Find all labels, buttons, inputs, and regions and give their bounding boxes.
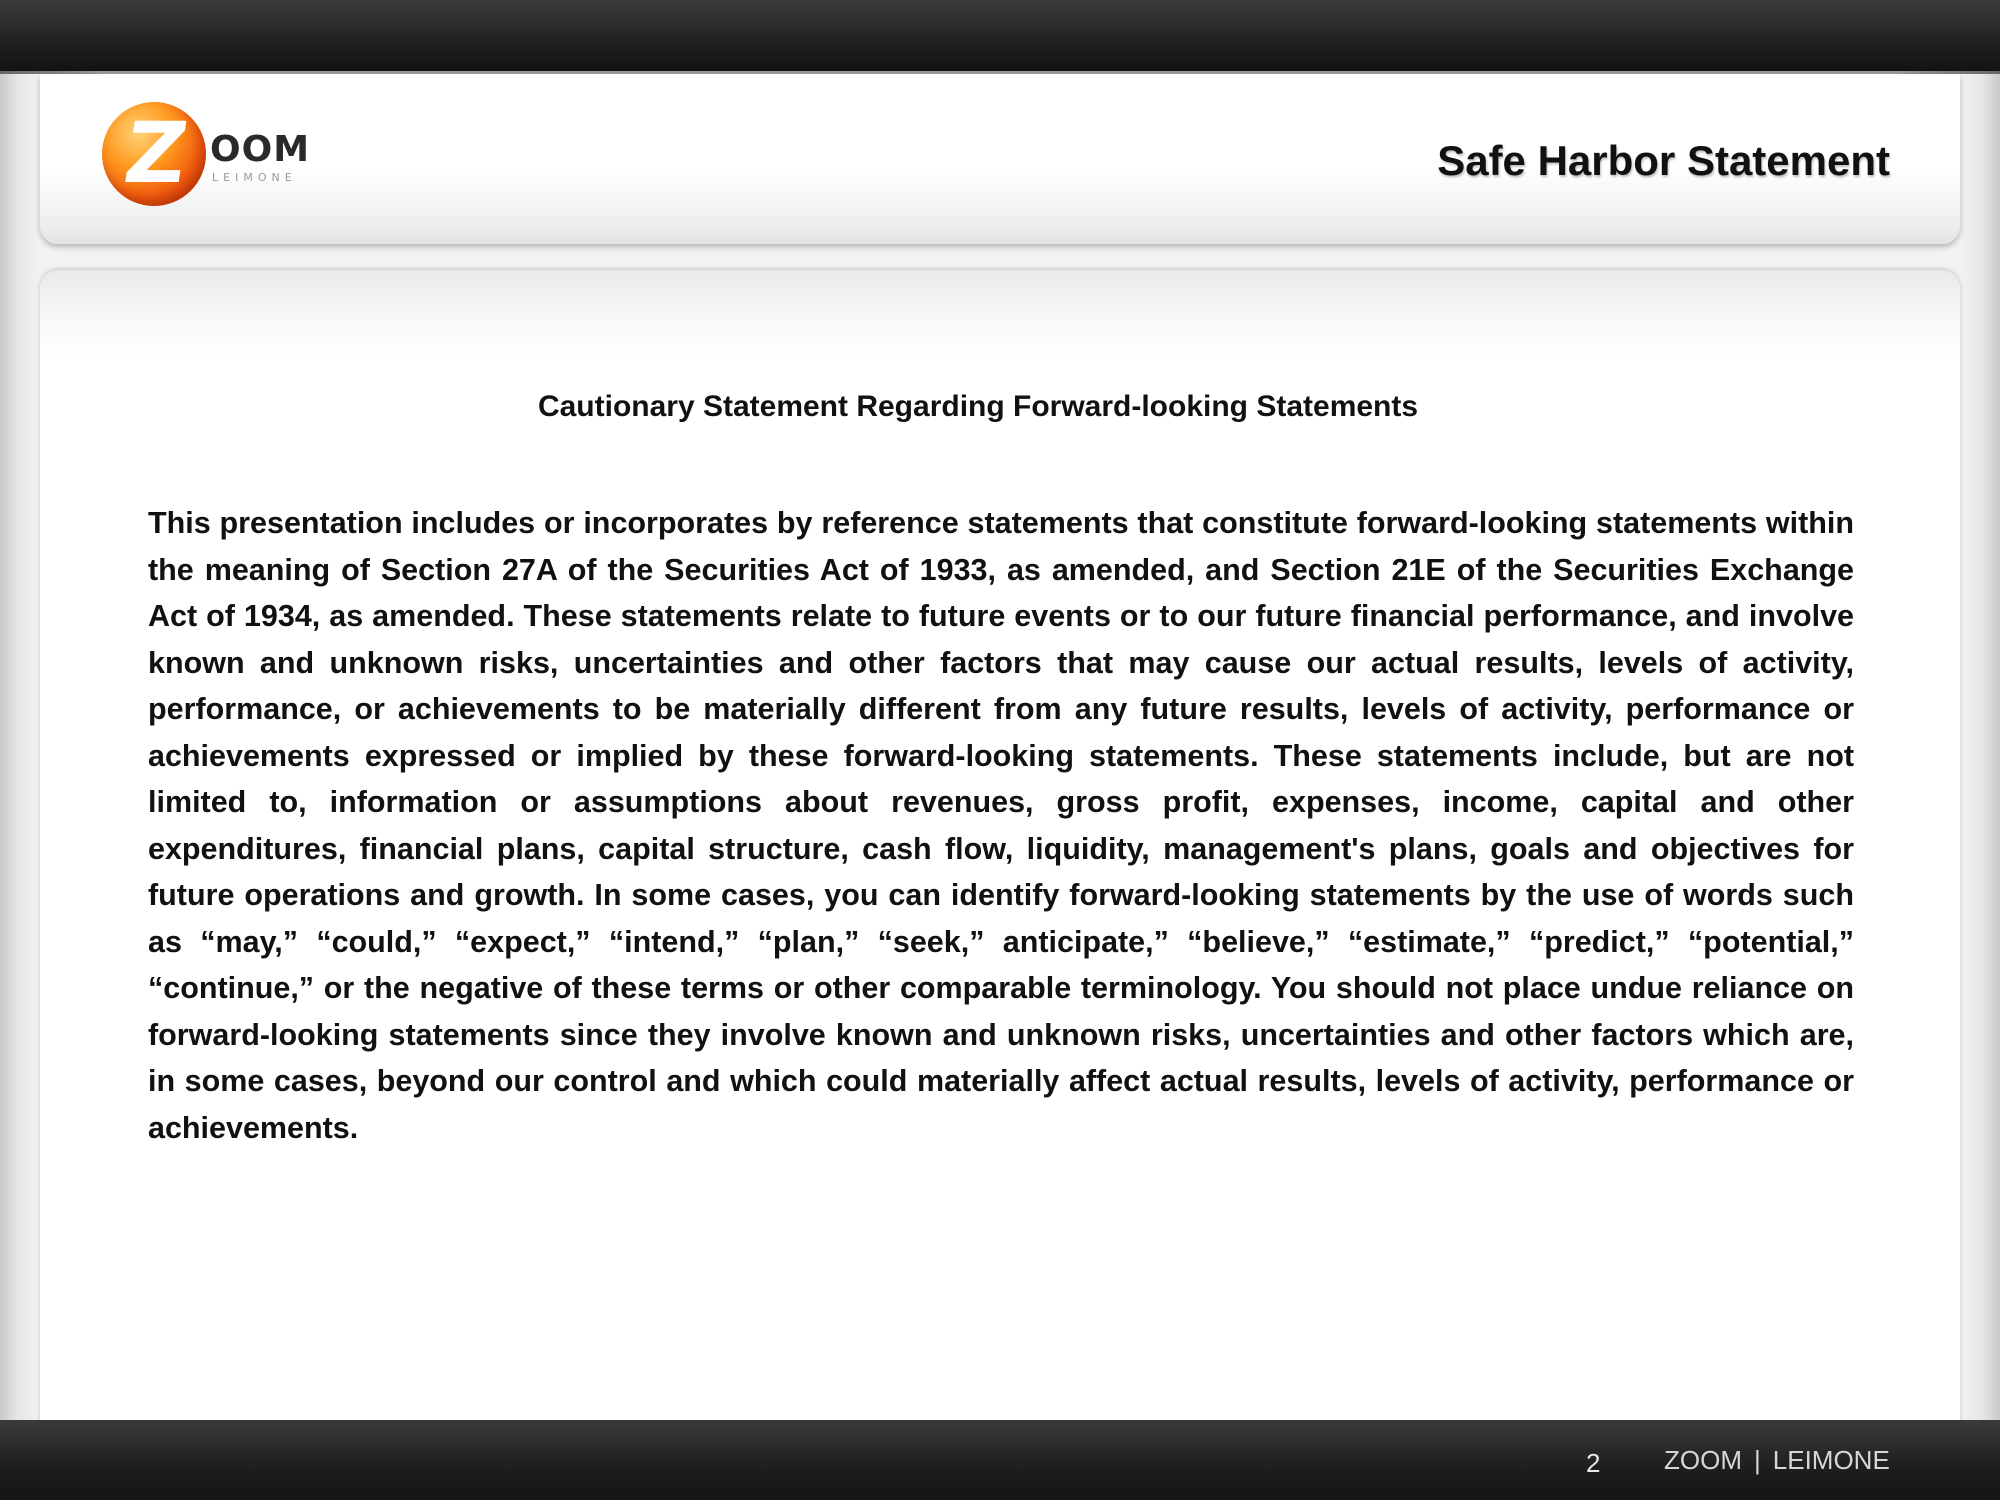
- bottom-bar: [0, 1420, 2000, 1500]
- zoom-leimone-logo: [102, 102, 342, 212]
- footer-brand-right: LEIMONE: [1772, 1445, 1890, 1475]
- content-heading: Cautionary Statement Regarding Forward-looking Statements: [537, 390, 1419, 423]
- logo-letter: Z: [118, 104, 194, 202]
- slide-title: Safe Harbor Statement: [1437, 137, 1890, 184]
- logo-subtitle: LEIMONE: [212, 171, 297, 184]
- footer-brand: [1664, 1444, 1890, 1476]
- top-bar: [0, 0, 2000, 74]
- header-panel: [40, 74, 1960, 244]
- content-panel: [40, 270, 1960, 1430]
- footer-separator: |: [1754, 1445, 1761, 1475]
- content-body: This presentation includes or incorporates by reference statements that constitute forward-looking statements within the meaning of Section 27A of the Securities Act of 1933, as amended, and Section 21E of the Securities Exchange Act of 1934, as amended. These statements relate to future events or to our future financial performance, and involve known and unknown risks, uncertainties and other factors that may cause our actual results, levels of activity, performance, or achievements to be materially different from any future results, levels of activity, performance or achievements expressed or implied by these forward-looking statements. These statements include, but are not limited to, information or assumptions about revenues, gross profit, expenses, income, capital and other expenditures, financial plans, capital structure, cash flow, liquidity, management's plans, goals and objectives for future operations and growth. In some cases, you can identify forward-looking statements by the use of words such as “may,” “could,” “expect,” “intend,” “plan,” “seek,” anticipate,” “believe,” “estimate,” “predict,” “potential,” “continue,” or the negative of these terms or other comparable terminology. You should not place undue reliance on forward-looking statements since they involve known and unknown risks, uncertainties and other factors which are, in some cases, beyond our control and which could materially affect actual results, levels of activity, performance or achievements.: [148, 506, 1854, 1145]
- page-number: 2: [1586, 1448, 1601, 1478]
- logo-word: OOM: [210, 129, 311, 170]
- footer-brand-left: ZOOM: [1664, 1445, 1742, 1475]
